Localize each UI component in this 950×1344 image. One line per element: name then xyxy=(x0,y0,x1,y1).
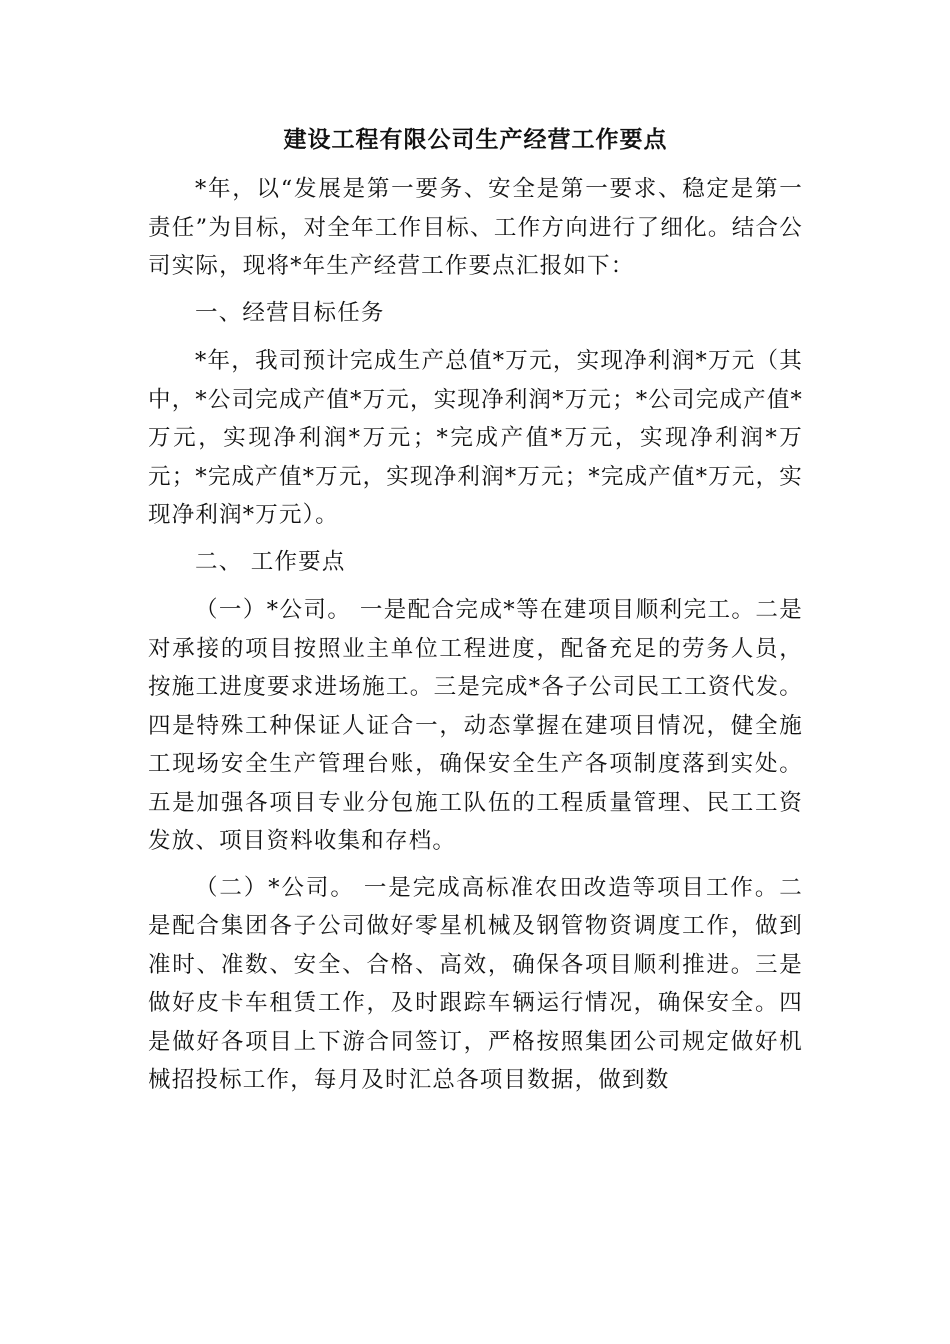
work-point-paragraph-1: （一）*公司。 一是配合完成*等在建项目顺利完工。二是对承接的项目按照业主单位工程进度，配备充足的劳务人员，按施工进度要求进场施工。三是完成*各子公司民工工资代发。四是特殊工种保证人证合一，动态掌握在建项目情况，健全施工现场安全生产管理台账，确保安全生产各项制度落到实处。五是加强各项目专业分包施工队伍的工程质量管理、民工工资发放、项目资料收集和存档。 xyxy=(148,597,803,854)
business-targets-paragraph: *年，我司预计完成生产总值*万元，实现净利润*万元（其中，*公司完成产值*万元，实现净利润*万元；*公司完成产值*万元，实现净利润*万元；*完成产值*万元，实现净利润*万元；*完成产值*万元，实现净利润*万元；*完成产值*万元，实现净利润*万元）。 xyxy=(148,348,803,528)
document-title: 建设工程有限公司生产经营工作要点 xyxy=(283,127,668,153)
intro-paragraph: *年，以“发展是第一要务、安全是第一要求、稳定是第一责任”为目标，对全年工作目标、工作方向进行了细化。结合公司实际，现将*年生产经营工作要点汇报如下： xyxy=(148,176,803,279)
document-page xyxy=(148,120,803,1100)
work-point-paragraph-2: （二）*公司。 一是完成高标准农田改造等项目工作。二是配合集团各子公司做好零星机械及钢管物资调度工作，做到准时、准数、安全、合格、高效，确保各项目顺利推进。三是做好皮卡车租赁工作，及时跟踪车辆运行情况，确保安全。四是做好各项目上下游合同签订，严格按照集团公司规定做好机械招投标工作，每月及时汇总各项目数据，做到数 xyxy=(148,874,803,1093)
section-heading-business-targets: 一、经营目标任务 xyxy=(195,299,385,326)
section-heading-work-points: 二、 工作要点 xyxy=(195,548,346,575)
